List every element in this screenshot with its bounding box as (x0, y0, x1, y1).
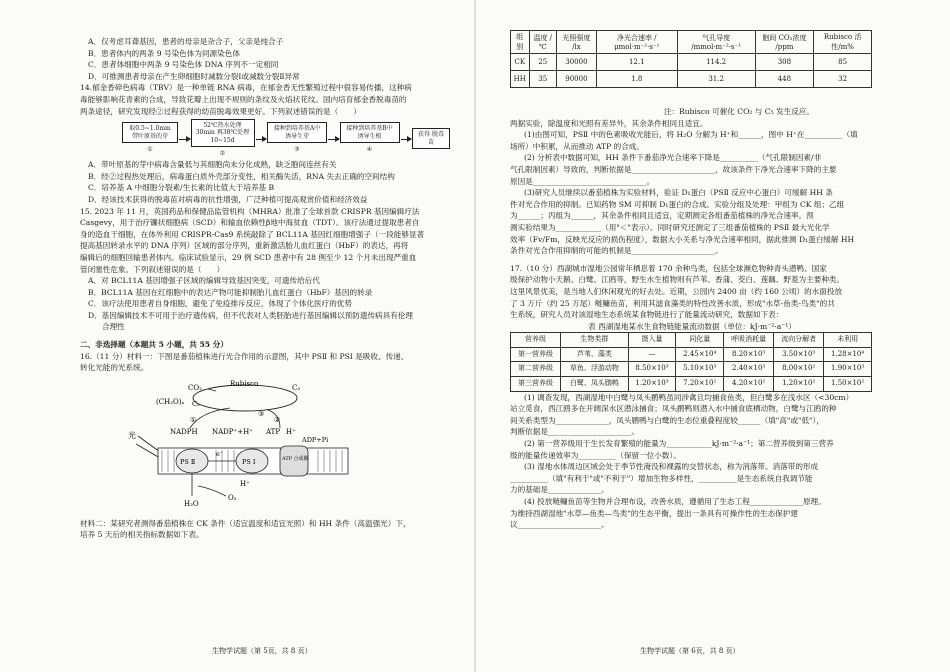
table-header-cell: 气孔导度 /mmol·m⁻²·s⁻¹ (677, 31, 755, 54)
q17-tail-line: 级的能量传递效率为__________（保留一位小数）。 (510, 450, 681, 460)
table-cell: 2.45×10⁴ (676, 347, 724, 362)
table-header-cell: 营养级 (511, 333, 561, 348)
q17-body-line: 这里风景优美，是当地人们休闲观光的好去处。近期，公园内 2400 亩（约 160 公顷）的水面投放 (510, 286, 843, 296)
material2-line: 材料二：某研究者测得番茄植株在 CK 条件（适宜温度和适宜光照）和 HH 条件（高温强光）下， (80, 518, 411, 528)
q16-body-line: 效率（Fv/Fm，反映光反应的损伤程度），数据大小关系与净光合速率相同，据此推测 D₁蛋白缓解 HH (510, 234, 855, 244)
q14-flowchart (122, 121, 450, 157)
q15-option-a: A．对 BCL11A 基因增强子区域的编辑导致基因突变，可遗传给后代 (88, 276, 320, 286)
electron-label: e⁻ (216, 449, 224, 458)
q16-body-line: 两据实验，除温度和光照有差异外，其余条件相同且适宜。 (510, 118, 708, 128)
flow-arrow (328, 139, 339, 140)
flow-step-number: ③ (294, 146, 300, 154)
table-cell: 8.20×10³ (724, 347, 774, 362)
atp-synthase-label: ATP 合成酶 (282, 455, 309, 462)
table-header-row (511, 31, 872, 54)
right-column (510, 106, 874, 531)
table-header-cell: 胞间 CO₂浓度 /ppm (755, 31, 814, 54)
q17-tail-line: 力的基础是______________。 (510, 485, 609, 495)
step-3-label: ③ (258, 409, 265, 418)
table-cell: — (628, 347, 676, 362)
q16-body-line: (1)由图可知，PSⅡ 中的色素吸收光能后，将 H₂O 分解为 H⁺和______，图中 H⁺在__________（填 (524, 130, 858, 140)
flow-arrow (256, 139, 267, 140)
photosynthesis-svg (80, 376, 450, 518)
flow-step-box: 获得 脱毒苗 (412, 128, 450, 149)
q16-body-line: 气孔限制因素）导致的，判断依据是______________________，故该条件下净光合速率下降的主要 (510, 164, 837, 174)
table-cell: 31.2 (677, 71, 755, 88)
nadp-label: NADP⁺+H⁺ (212, 427, 253, 436)
q14-stem-line: 14.郁金香碎色病毒（TBV）是一种单链 RNA 病毒，在郁金香无性繁殖过程中很容易传播，这种病 (80, 83, 412, 93)
table-cell: 448 (755, 71, 814, 88)
table-header-cell: 摄入量 (628, 333, 676, 348)
atp-label: ATP (266, 427, 281, 436)
q17-body-line: 17.（10 分）西湖城市湿地公园常年栖息着 170 余种鸟类，包括全球濒危物种青头潜鸭、国家 (510, 263, 827, 273)
table-cell: HH (511, 71, 530, 88)
table-cell: 35 (529, 71, 556, 88)
q15-option-c: C．该疗法使用患者自身细胞，避免了免疫排斥反应，体现了个体化医疗的优势 (88, 299, 352, 309)
q15-stem-line: 管闭塞性危象。下列叙述错误的是（ ） (80, 264, 225, 274)
q17-tail-line: 间关系类型为______________，凤头鹛鸭与白鹭的生态位重叠程度较______（填"高"或"低"）， (510, 415, 824, 425)
flow-step-box: 接种到培养基A中 诱导生芽 (267, 122, 327, 143)
table-row (511, 54, 872, 71)
q13-option-b: B．患者体内的两条 9 号染色体为同源染色体 (88, 48, 240, 58)
table-cell: 草鱼、浮游动物 (561, 362, 629, 377)
table-cell: 8.00×10² (774, 362, 824, 377)
table-header-cell: 生物类群 (561, 333, 629, 348)
q16-body-line: 为______；丙组为______，其余条件相同且适宜，定期测定各组番茄植株的净光合速率。预 (510, 211, 814, 221)
table-cell: 第三营养级 (511, 377, 561, 392)
q13-option-d: D．可推测患者母亲在产生卵细胞时减数分裂Ⅰ或减数分裂Ⅱ异常 (88, 71, 300, 81)
table-cell: 2.40×10³ (724, 362, 774, 377)
hplus-bottom-label: H⁺ (240, 479, 250, 488)
table-header-cell: Rubisco 活性/m% (814, 31, 872, 54)
q15-stem-line: 身的造血干细胞，在体外利用 CRISPR-Cas9 系统敲除了 BCL11A 基因红细胞增强子（一段能够显著 (80, 229, 425, 239)
flow-step (191, 119, 255, 160)
table2-caption: 表 西湖湿地某水生食物链能量流动数据（单位：kJ·m⁻²·a⁻¹） (588, 321, 796, 331)
table-cell: 1.90×10³ (824, 362, 872, 377)
nadph-label: NADPH (170, 427, 198, 436)
q14-option-d: D．经该技术获得的脱毒苗对病毒的抗性增强，广泛种植可提高观赏价值和经济效益 (88, 194, 368, 204)
table-header-cell: 净光合速率 /μmol·m⁻²·s⁻¹ (596, 31, 677, 54)
photosynthesis-diagram (80, 376, 450, 518)
flow-step-box: 52℃热水处理30min 再38℃处理10~15d (191, 119, 255, 148)
q14-stem-line: 两条途径，研究发现经②过程获得的幼苗脱毒效果更好。下列叙述错误的是（ ） (80, 106, 361, 116)
q16-body-line: 测实验结果为____________（用"＜"表示）。同时研究还测定了三组番茄植株的 PSⅡ 最大光化学 (510, 222, 830, 232)
table-header-cell: 呼吸消耗量 (724, 333, 774, 348)
light-label: 光 (128, 430, 136, 440)
table-header-cell: 未利用 (824, 333, 872, 348)
table-header-cell: 同化量 (676, 333, 724, 348)
flow-step (340, 122, 400, 156)
h2o-label: H₂O (184, 499, 199, 508)
light-arrow (138, 436, 160, 452)
q17-tail-line: 为维持西湖湿地"水草—鱼类—鸟类"的生态平衡，提出一条具有可操作性的生态保护建 (510, 508, 798, 518)
q13-option-a: A．仅考虑耳聋基因，患者的母亲是杂合子，父亲是纯合子 (88, 37, 284, 46)
q17-tail-line: (2) 第一营养级用于生长发育繁殖的能量为____________kJ·m⁻²·a⁻¹；第二营养级到第三营养 (524, 439, 834, 449)
q16-body-line: 件对光合作用的抑制。已知药物 SM 可抑制 D₁蛋白的合成。实验分组及处理：甲组为 CK 组；乙组 (510, 199, 845, 209)
footer-left: 生物学试题（第 5页，共 8 页） (212, 647, 312, 655)
table-cell: 5.10×10³ (676, 362, 724, 377)
flow-step (267, 122, 327, 156)
q17-body-line: 生系统，研究人员对该湿地生态系统某食物链进行了能量流动研究，数据如下表： (510, 310, 784, 320)
q15-stem-line: 15. 2023 年 11 月，英国药品和保健品监管机构（MHRA）批准了全球首款 CRISPR 基因编辑疗法 (80, 206, 420, 216)
adp-label: ADP+Pi (302, 435, 329, 444)
table-row (511, 347, 872, 362)
flow-step-number: ① (147, 146, 153, 154)
footer-right: 生物学试题（第 6页，共 8 页） (640, 647, 740, 655)
c3-label: C₃ (292, 383, 301, 392)
q14-option-a: A．带叶原基的芽中病毒含量低与其细胞尚未分化成熟，缺乏胞间连丝有关 (88, 160, 337, 170)
q16-intro-line: 转化光能的光系统。 (80, 363, 149, 373)
table-header-cell: 光照强度 /lx (556, 31, 596, 54)
flow-step-box: 取0.5~1.0mm 带叶原基的芽 (122, 122, 178, 143)
table-cell: 第一营养级 (511, 347, 561, 362)
rubisco-label: Rubisco (230, 379, 259, 388)
oxygen-arrow (198, 486, 226, 496)
table-header-cell: 温度 /℃ (529, 31, 556, 54)
q13-option-c: C．患者体细胞中两条 9 号染色体 DNA 序列不一定相同 (88, 60, 279, 70)
q15-option-d-tail: 合理性 (102, 322, 125, 332)
q17-tail-line: (4) 投放鲢鳙鱼苗等生物并合理布设，改善水质，遵循用了生态工程______________原理。 (524, 497, 826, 506)
table-cell: CK (511, 54, 530, 71)
table-row (511, 377, 872, 392)
q17-body-line: 了 3 万斤（约 25 万尾）鲢鳙鱼苗，利用其滤食藻类的特性改善水质，形成"水草-鱼类-鸟类"的共 (510, 298, 835, 308)
table-cell: 308 (755, 54, 814, 71)
material2-line: 培养 5 天后的相关指标数据如下表。 (80, 530, 204, 540)
table-cell: 30000 (556, 54, 596, 71)
table-cell: 90000 (556, 71, 596, 88)
table-cell: 4.20×10² (724, 377, 774, 392)
flow-arrow (401, 139, 412, 140)
q14-option-b: B．经②过程热处理后，病毒蛋白质外壳部分变性，相关酶失活，RNA 失去正确的空间结构 (88, 171, 395, 181)
co2-label: CO₂ (188, 383, 202, 392)
ch2o-label: (CH₂O)ₙ (156, 397, 185, 406)
q16-body-line: (3)研究人员继续以番茄植株为实验材料，验证 D₁蛋白（PSⅡ 反应中心蛋白）可缓解 HH 条 (524, 188, 833, 198)
ps1-label: PS Ⅰ (242, 457, 256, 466)
step-2-label: ② (274, 415, 281, 424)
table-cell: 3.50×10³ (774, 347, 824, 362)
q16-body-line: 条件对光合作用抑制的可能的机制是______________________。 (510, 246, 723, 256)
q17-tail-line: __________（填"有利于"或"不利于"）增加生物多样性，__________是生态系统自我调节能 (510, 473, 813, 483)
table-cell: 85 (814, 54, 872, 71)
q15-option-b: B．BCL11A 基因在红细胞中的表达产物可能抑制胎儿血红蛋白（HbF）基因的转录 (88, 287, 373, 297)
ps2-label: PS Ⅱ (180, 457, 196, 466)
table-cell: 32 (814, 71, 872, 88)
table-cell: 白鹭、凤头鹛鸭 (561, 377, 629, 392)
table-note: 注：Rubisco 可催化 CO₂ 与 C₅ 发生反应。 (663, 107, 814, 116)
q17-tail-line: (3) 湿地水体周边区域会处于季节性淹没和裸露的交替状态，称为消落带。消落带的形成 (524, 462, 819, 472)
flow-step-number: ④ (366, 146, 373, 154)
step-1-label: ① (190, 415, 197, 424)
flow-step-number: ② (219, 150, 226, 158)
q15-stem-line: Casgevy，用于治疗镰状细胞病（SCD）和输血依赖性β地中海贫血（TDT）。该疗法通过提取患者自 (80, 218, 420, 228)
table-cell: 8.50×10³ (628, 362, 676, 377)
cycle-arrow (208, 389, 216, 391)
flow-step (412, 128, 450, 150)
q14-stem-line: 毒能够影响花青素的合成，导致花瓣上出现不规则的条纹及火焰状花纹。国内培育郁金香脱毒苗的 (80, 94, 407, 104)
table-cell: 7.20×10² (676, 377, 724, 392)
table-cell: 第二营养级 (511, 362, 561, 377)
table-cell: 1.50×10² (824, 377, 872, 392)
photosynthesis-table (510, 30, 872, 88)
table-header-cell: 流向分解者 (774, 333, 824, 348)
light-arrow (136, 444, 160, 458)
q17-tail-line: 站立觅食，西江鸥多在开阔深水区潜泳捕食；凤头鹛鸭则潜入水中捕食底栖动物，白鹭与江鸥的种 (510, 404, 837, 414)
energy-flow-table (510, 332, 872, 391)
left-column (80, 36, 450, 541)
table-cell: 1.20×10³ (628, 377, 676, 392)
table-row (511, 362, 872, 377)
q14-option-c: C．培养基 A 中细胞分裂素/生长素的比值大于培养基 B (88, 183, 275, 193)
q15-stem-line: 提高基因转录水平的 DNA 序列）区域的部分序列，重新激活胎儿血红蛋白（HbF）的表达，再将 (80, 241, 409, 251)
table-header-row (511, 333, 872, 348)
table-cell: 1.8 (596, 71, 677, 88)
flow-step-box: 接种到培养基B中 诱导生根 (340, 122, 400, 143)
q17-tail-line: 议______________________。 (510, 520, 609, 530)
table-cell: 1.20×10² (774, 377, 824, 392)
q16-intro-line: 16.（11 分）材料一：下图是番茄植株进行光合作用的示意图，其中 PSⅡ 和 PSⅠ 是吸收、传递、 (80, 351, 409, 361)
table-row (511, 71, 872, 88)
o2-label: O₂ (228, 493, 237, 502)
hplus-top-label: H⁺ (286, 427, 296, 436)
section-title: 二、非选择题（本题共 5 小题，共 55 分） (80, 340, 228, 350)
c5-label: C₅ (192, 399, 200, 408)
q15-option-d: D．基因编辑技术不可用于治疗遗传病，但不代表对人类胚胎进行基因编辑以预防遗传病具有伦理 (88, 310, 414, 320)
flow-step (122, 122, 178, 156)
table-cell: 芦苇、藻类 (561, 347, 629, 362)
table-header-cell: 组别 (511, 31, 530, 54)
q16-body-line: 场所）中积累，从而推动 ATP 的合成。 (510, 141, 644, 151)
table-cell: 12.1 (596, 54, 677, 71)
q17-body-line: 级保护动物小天鹅、白鹭、江鸥等，野生水生植物则有芦苇、香蒲、茭白、莲藕、野菱为主要种类。 (510, 275, 845, 285)
q16-body-line: 原因是______________________________。 (510, 176, 655, 186)
table-cell: 1.28×10⁴ (824, 347, 872, 362)
table-cell: 25 (529, 54, 556, 71)
flow-arrow (179, 139, 190, 140)
q17-tail-line: 判断依据是______________________。 (510, 427, 640, 437)
q15-stem-line: 编辑后的细胞回输患者体内。临床试验显示，29 例 SCD 患者中有 28 例至少 12 个月未出现严重血 (80, 252, 417, 262)
q17-tail-line: (1) 调查发现，西湖湿地中白鹭与凤头鹛鸭虽同涉禽且均捕食鱼类，但白鹭多在浅水区（<30cm） (524, 392, 854, 402)
table-cell: 114.2 (677, 54, 755, 71)
q16-body-line: (2) 分析表中数据可知，HH 条件下番茄净光合速率下降是__________（气孔限制因素/非 (524, 153, 822, 163)
